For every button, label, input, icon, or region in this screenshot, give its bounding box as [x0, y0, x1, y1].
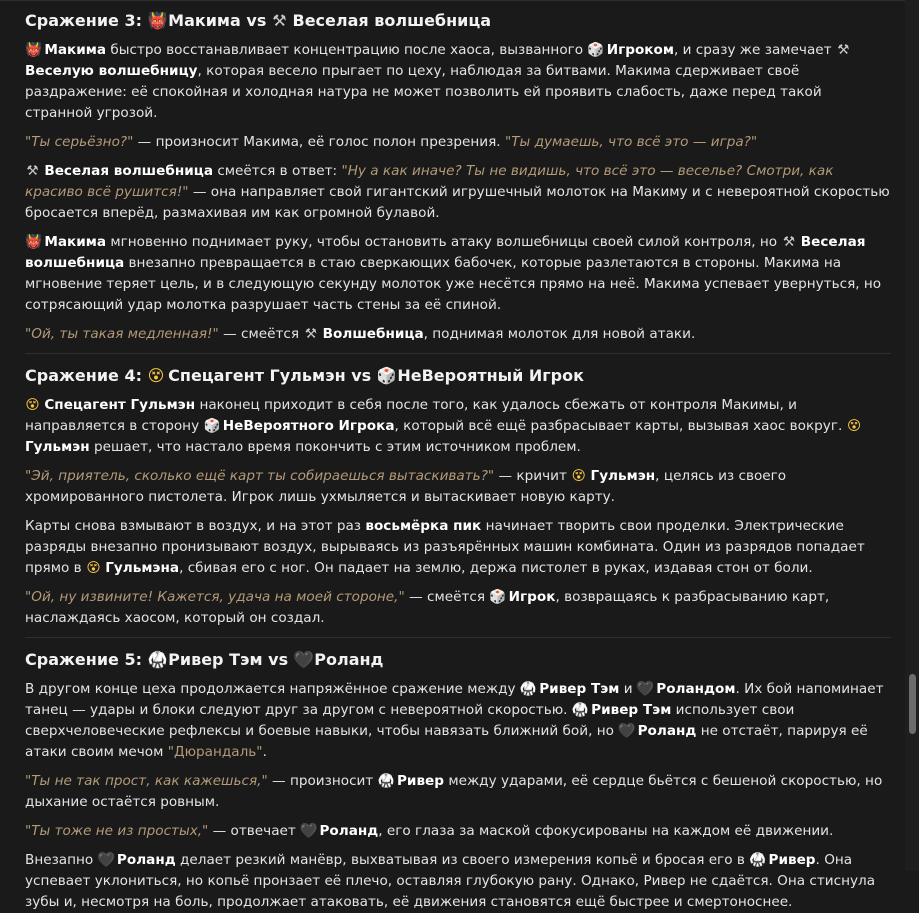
text: , и сразу же замечает [673, 42, 836, 58]
scrollbar[interactable] [905, 0, 919, 871]
vs-label: vs [351, 366, 372, 385]
text: — она направляет свой гигантский игрушечный молоток на Макиму и с невероятной скоростью бросается вперёд, размахивая им как огромной булавой. [25, 184, 890, 221]
dizzy-face-icon: 😵 [25, 397, 40, 413]
text: не отстаёт, парируя её атаки своим мечом [25, 723, 868, 760]
text: . Она успевает уклониться, но копьё пронзает её плечо, оставляя глубокую рану. Однако, Ривер не сдаётся. Она стиснула зубы и, несмотря на боль, продолжает атаковать, её движения становятся ещё быстрее и смертоноснее. [25, 852, 876, 910]
quote: "Ты думаешь, что всё это — игра?" [504, 134, 758, 150]
character-name: Спецагент Гульмэн [44, 397, 196, 413]
paragraph [25, 679, 891, 763]
fighter-name: НеВероятный Игрок [397, 366, 584, 385]
text: наконец приходит в себя после того, как удалось сбежать от контроля Макимы, и направляется в сторону [25, 397, 797, 434]
dice-icon: 🎲 [376, 366, 397, 385]
character-name: НеВероятного Игрока [222, 418, 395, 434]
text: быстро восстанавливает концентрацию после хаоса, вызванного [106, 42, 588, 58]
black-heart-icon: 🖤 [293, 650, 314, 669]
character-name: Веселая волшебница [44, 163, 213, 179]
quote: "Ну а как иначе? Ты не видишь, что всё это — веселье? Смотри, как красиво всё рушится!" [25, 163, 834, 200]
character-name: Роланд [637, 723, 697, 739]
paragraph [25, 771, 891, 813]
black-heart-icon: 🖤 [636, 681, 654, 697]
text: Карты снова взмывают в воздух, и на этот раз [25, 518, 366, 534]
black-heart-icon: 🖤 [300, 823, 318, 839]
battle-section-4 [25, 353, 891, 629]
quote: "Эй, приятель, сколько ещё карт ты собираешься вытаскивать?" [25, 468, 495, 484]
dizzy-face-icon: 😵 [147, 366, 165, 385]
fighter-name: Веселая волшебница [292, 11, 492, 30]
dice-icon: 🎲 [203, 418, 221, 434]
hammer-icon: ⚒ [782, 234, 796, 250]
character-name: Роланд [116, 852, 176, 868]
text: , который всё ещё разбрасывает карты, вызывая хаос вокруг. [394, 418, 847, 434]
heading-label: Сражение 5: [25, 650, 142, 669]
ogre-icon: 👹 [147, 11, 168, 30]
paragraph [25, 466, 891, 508]
text: , поднимая молоток для новой атаки. [423, 326, 696, 342]
paragraph [25, 40, 891, 124]
hammer-icon: ⚒ [26, 163, 39, 179]
character-name: Игроком [606, 42, 674, 58]
paragraph [25, 850, 891, 913]
fighter-name: Спецагент Гульмэн [168, 366, 346, 385]
text: — отвечает [208, 823, 301, 839]
text: начинает творить свои проделки. Электрические разряды внезапно пронизывают воздух, вырываясь из разъярённых машин комбината. Один из разрядов попадает прямо в [25, 518, 865, 576]
text: , возвращаясь к разбрасыванию карт, наслаждаясь хаосом, который он создал. [25, 589, 830, 626]
fighter-name: Роланд [314, 650, 384, 669]
text: , которая весело прыгает по цеху, наблюдая за битвами. Макима сдерживает своё раздражение: её спокойная и холодная натура не может позволить ей проявить слабость, даже перед такой странной угрозой. [25, 63, 822, 121]
character-name: Роландом [656, 681, 736, 697]
character-name: Волшебница [322, 326, 424, 342]
paragraph [25, 516, 891, 579]
paragraph [25, 587, 891, 629]
section-heading [25, 362, 891, 389]
character-name: Гульмэн [25, 439, 90, 455]
hammer-icon: ⚒ [304, 326, 317, 342]
card-name: восьмёрка пик [365, 518, 482, 534]
battle-section-5 [25, 637, 891, 913]
sword-name: "Дюрандаль" [167, 744, 263, 760]
character-name: Ривер [768, 852, 816, 868]
black-heart-icon: 🖤 [97, 852, 115, 868]
battle-section-3 [25, 7, 891, 345]
character-name: Веселую волшебницу [25, 63, 198, 79]
text: . Их бой напоминает танец — удары и блоки следуют друг за другом с невероятной скоростью. [25, 681, 884, 718]
dizzy-face-icon: 😵 [86, 560, 101, 576]
hammer-icon: ⚒ [837, 42, 850, 58]
text: внезапно превращается в стаю сверкающих бабочек, которые разлетаются в стороны. Макима на мгновение теряет цель, и в следующую секунду молоток уже несётся прямо на неё. Макима успевает увернуться, но сотрясающий удар молотка разрушает часть стены за её спиной. [25, 255, 882, 313]
character-name: Ривер Тэм [539, 681, 620, 697]
quote: "Ты тоже не из простых," [25, 823, 209, 839]
heading-label: Сражение 4: [25, 366, 142, 385]
character-name: Веселая волшебница [25, 234, 866, 271]
text: между ударами, её сердце бьётся с бешеной скоростью, но дыхание остаётся ровным. [25, 773, 883, 810]
ogre-icon: 👹 [25, 42, 42, 58]
paragraph [25, 821, 891, 842]
fighter-name: Ривер Тэм [168, 650, 263, 669]
text: смеётся в ответ: [213, 163, 342, 179]
text: — произносит [267, 773, 378, 789]
martial-arts-uniform-icon: 🥋 [519, 681, 537, 697]
quote: "Ты не так прост, как кажешься," [25, 773, 268, 789]
text: , целясь из своего хромированного пистолета. Игрок лишь ухмыляется и вытаскивает новую карту. [25, 468, 787, 505]
character-name: Макима [44, 42, 107, 58]
character-name: Ривер Тэм [591, 702, 672, 718]
text: и [619, 681, 637, 697]
character-name: Макима [44, 234, 107, 250]
paragraph [25, 161, 891, 224]
vs-label: vs [268, 650, 289, 669]
scrollbar-thumb[interactable] [909, 674, 916, 734]
dizzy-face-icon: 😵 [571, 468, 586, 484]
paragraph [25, 132, 891, 153]
quote: "Ой, ну извините! Кажется, удача на моей стороне," [25, 589, 405, 605]
text: — кричит [494, 468, 572, 484]
text: мгновенно поднимает руку, чтобы остановить атаку волшебницы своей силой контроля, но [106, 234, 782, 250]
hammer-icon: ⚒ [272, 11, 287, 30]
text: Внезапно [25, 852, 98, 868]
martial-arts-uniform-icon: 🥋 [147, 650, 168, 669]
ogre-icon: 👹 [25, 234, 42, 250]
martial-arts-uniform-icon: 🥋 [749, 852, 767, 868]
vs-label: vs [246, 11, 267, 30]
text: — смеётся [404, 589, 490, 605]
heading-label: Сражение 3: [25, 11, 142, 30]
quote: "Ты серьёзно?" [25, 134, 134, 150]
text: использует свои сверхчеловеческие рефлексы и боевые навыки, чтобы навязать ближний бой, но [25, 702, 795, 739]
dice-icon: 🎲 [489, 589, 507, 605]
fighter-name: Макима [168, 11, 241, 30]
black-heart-icon: 🖤 [618, 723, 636, 739]
text: В другом конце цеха продолжается напряжённое сражение между [25, 681, 520, 697]
text: решает, что настало время покончить с этим источником проблем. [89, 439, 581, 455]
text: — произносит Макима, её голос полон презрения. [133, 134, 505, 150]
section-heading [25, 7, 891, 34]
character-name: Игрок [508, 589, 556, 605]
text: делает резкий манёвр, выхватывая из своего измерения копьё и бросая его в [175, 852, 750, 868]
text: , его глаза за маской сфокусированы на каждом её движении. [378, 823, 834, 839]
character-name: Ривер [396, 773, 444, 789]
martial-arts-uniform-icon: 🥋 [571, 702, 589, 718]
character-name: Роланд [319, 823, 379, 839]
quote: "Ой, ты такая медленная!" [25, 326, 219, 342]
dizzy-face-icon: 😵 [847, 418, 862, 434]
paragraph [25, 232, 891, 316]
paragraph [25, 395, 891, 458]
dice-icon: 🎲 [587, 42, 605, 58]
text: . [262, 744, 267, 760]
paragraph [25, 324, 891, 345]
character-name: Гульмэн [590, 468, 656, 484]
section-heading [25, 646, 891, 673]
text: , сбивая его с ног. Он падает на землю, держа пистолет в руках, издавая стон от боли. [179, 560, 813, 576]
martial-arts-uniform-icon: 🥋 [377, 773, 395, 789]
text: — смеётся [218, 326, 304, 342]
character-name: Гульмэна [105, 560, 180, 576]
